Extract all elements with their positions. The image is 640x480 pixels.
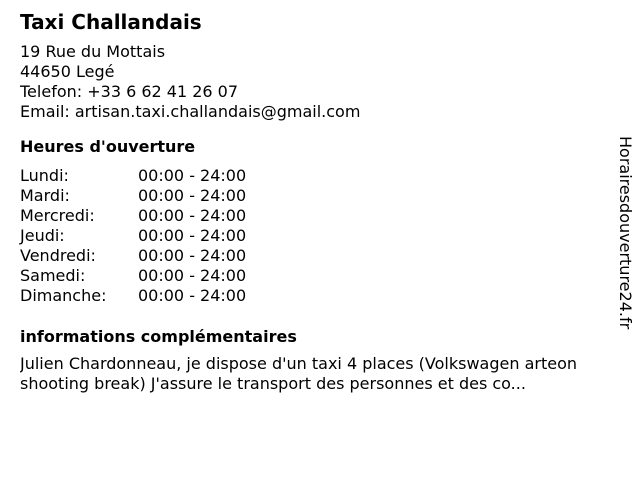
hours-day: Lundi: <box>20 166 69 185</box>
hours-table <box>20 166 246 306</box>
hours-heading: Heures d'ouverture <box>20 137 196 156</box>
hours-row <box>20 246 246 266</box>
business-name: Taxi Challandais <box>20 10 202 34</box>
hours-row <box>20 206 246 226</box>
hours-time: 00:00 - 24:00 <box>138 206 247 225</box>
hours-time: 00:00 - 24:00 <box>138 226 247 245</box>
hours-time: 00:00 - 24:00 <box>138 246 247 265</box>
hours-day: Mardi: <box>20 186 70 205</box>
business-card <box>20 8 610 394</box>
hours-time: 00:00 - 24:00 <box>138 166 247 185</box>
hours-day: Mercredi: <box>20 206 95 225</box>
hours-day: Vendredi: <box>20 246 96 265</box>
hours-row <box>20 286 246 306</box>
address-block <box>20 42 610 122</box>
hours-day: Samedi: <box>20 266 86 285</box>
hours-row <box>20 266 246 286</box>
street-address: 19 Rue du Mottais <box>20 42 166 61</box>
site-watermark: Horairesdouverture24.fr <box>616 136 635 330</box>
phone-number: Telefon: +33 6 62 41 26 07 <box>20 82 239 101</box>
hours-row <box>20 226 246 246</box>
email-address: Email: artisan.taxi.challandais@gmail.com <box>20 102 361 121</box>
hours-time: 00:00 - 24:00 <box>138 266 247 285</box>
hours-row <box>20 166 246 186</box>
info-heading: informations complémentaires <box>20 327 297 346</box>
hours-time: 00:00 - 24:00 <box>138 186 247 205</box>
city-postcode: 44650 Legé <box>20 62 115 81</box>
hours-time: 00:00 - 24:00 <box>138 286 247 305</box>
hours-day: Jeudi: <box>20 226 65 245</box>
hours-row <box>20 186 246 206</box>
info-description: Julien Chardonneau, je dispose d'un taxi 4 places (Volkswagen arteon shooting break) J'assure le transport des personnes et des co... <box>20 354 578 393</box>
hours-day: Dimanche: <box>20 286 107 305</box>
